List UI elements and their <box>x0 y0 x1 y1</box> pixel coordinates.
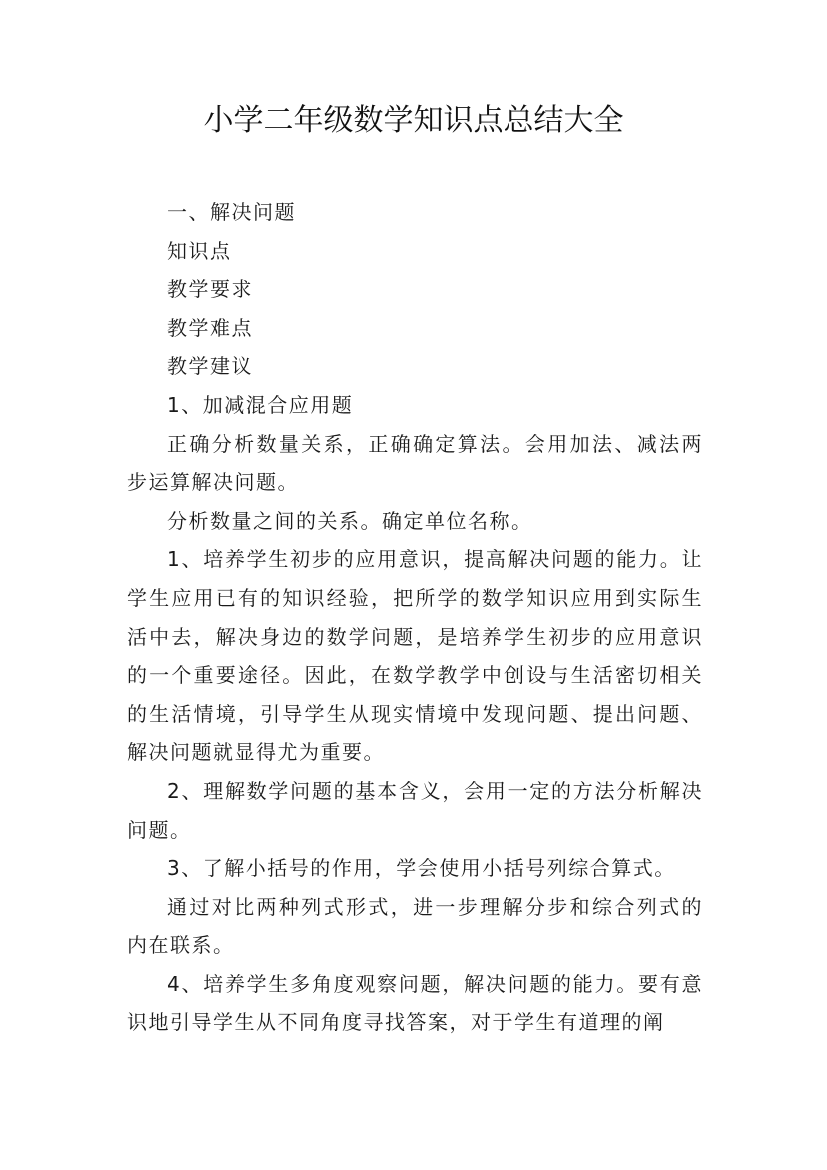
paragraph: 正确分析数量关系，正确确定算法。会用加法、减法两步运算解决问题。 <box>127 431 703 495</box>
paragraph: 1、培养学生初步的应用意识，提高解决问题的能力。让学生应用已有的知识经验，把所学的数学知识应用到实际生活中去，解决身边的数学问题，是培养学生初步的应用意识的一个重要途径。因此，在数学教学中创设与生活密切相关的生活情境，引导学生从现实情境中发现问题、提出问题、解决问题就显得尤为重要。 <box>127 547 703 765</box>
paragraph: 分析数量之间的关系。确定单位名称。 <box>167 508 533 533</box>
subheading: 知识点 <box>167 238 232 263</box>
paragraph: 4、培养学生多角度观察问题，解决问题的能力。要有意识地引导学生从不同角度寻找答案，对于学生有道理的阐 <box>127 971 703 1035</box>
subheading: 教学难点 <box>167 315 253 340</box>
paragraph: 通过对比两种列式形式，进一步理解分步和综合列式的内在联系。 <box>127 894 703 958</box>
subheading: 教学建议 <box>167 354 253 379</box>
subheading: 教学要求 <box>167 277 253 302</box>
topic-heading: 1、加减混合应用题 <box>167 392 354 417</box>
section-heading: 一、解决问题 <box>167 200 296 224</box>
document-title: 小学二年级数学知识点总结大全 <box>203 103 624 138</box>
paragraph: 3、了解小括号的作用，学会使用小括号列综合算式。 <box>167 856 676 881</box>
paragraph: 2、理解数学问题的基本含义，会用一定的方法分析解决问题。 <box>127 778 703 842</box>
document-body <box>127 193 703 1042</box>
